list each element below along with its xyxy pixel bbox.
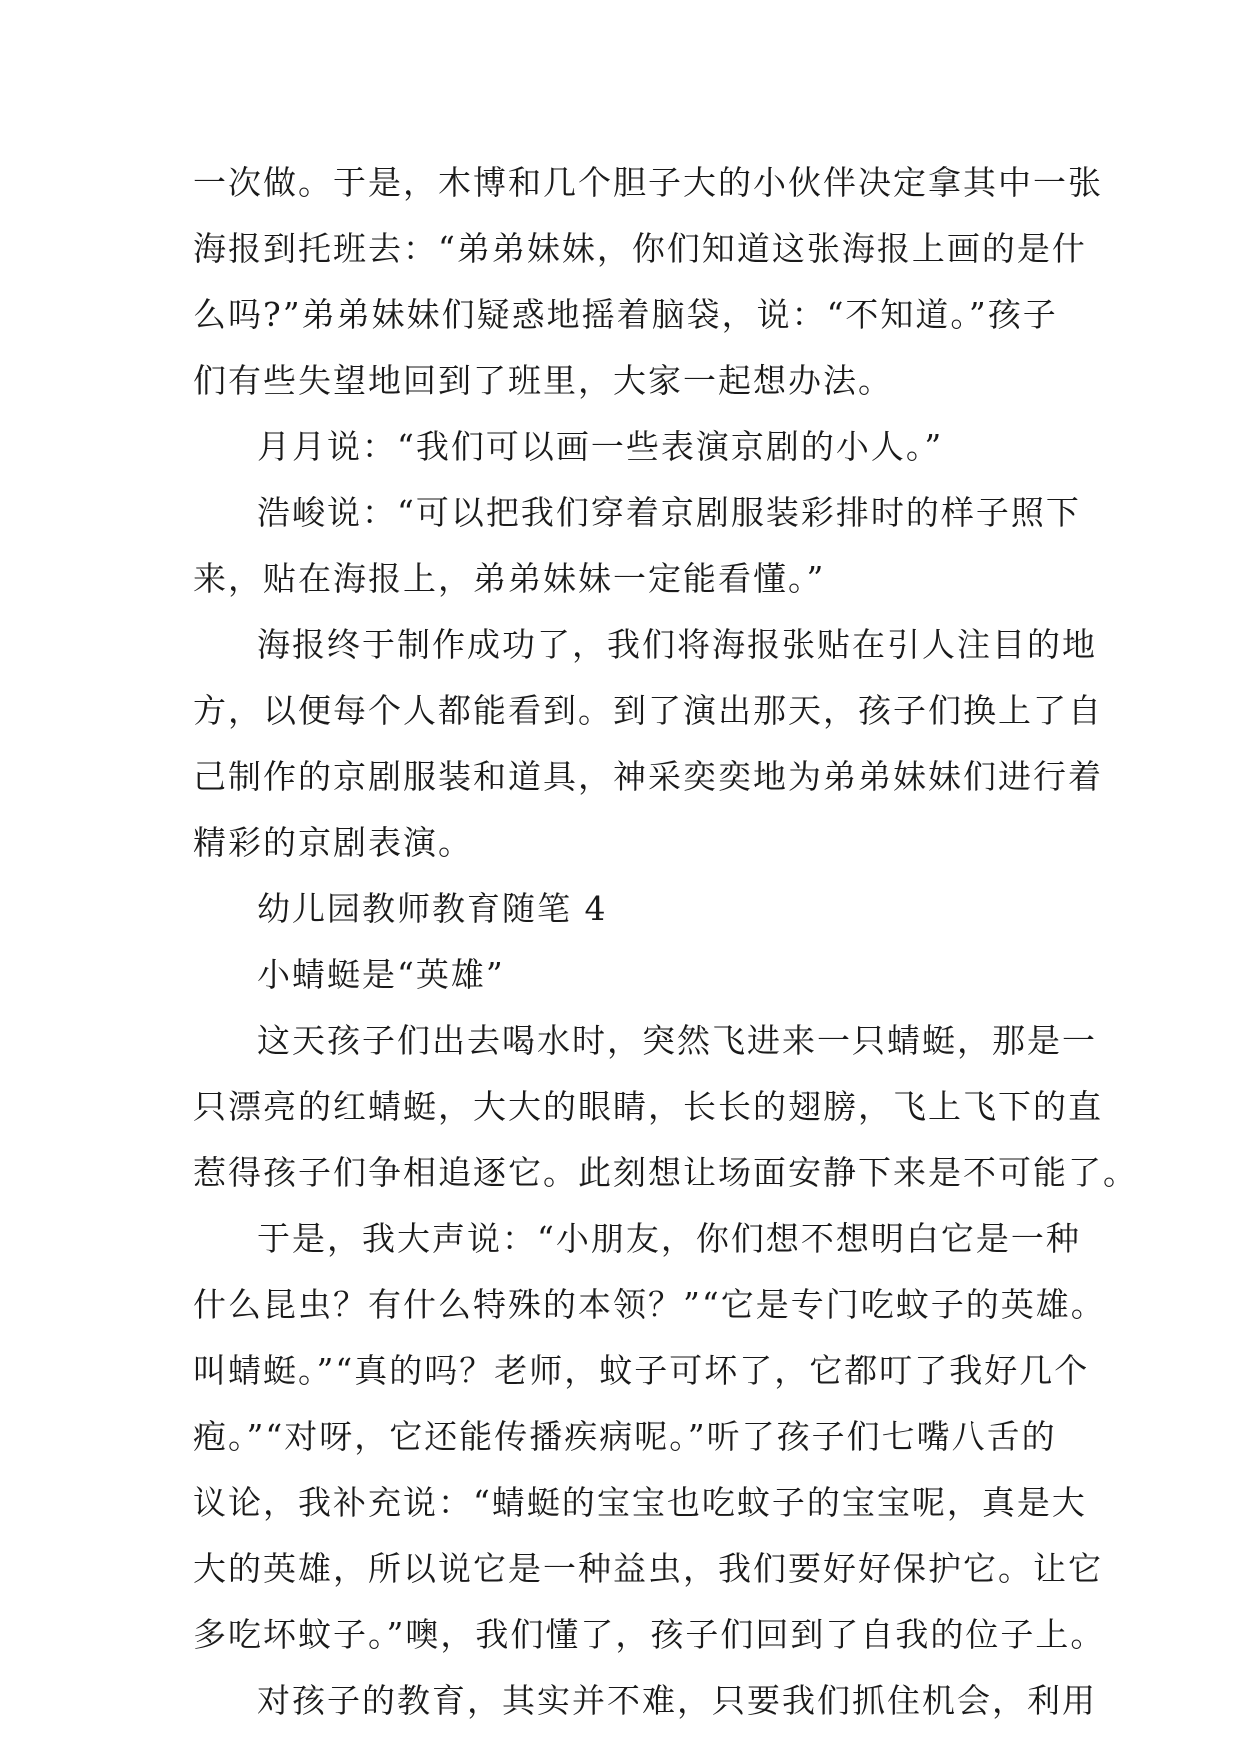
text-line: 海报到托班去：“弟弟妹妹，你们知道这张海报上画的是什	[193, 229, 1087, 268]
text-line: 精彩的京剧表演。	[193, 823, 473, 862]
text-line: 对孩子的教育，其实并不难，只要我们抓住机会，利用	[257, 1681, 1097, 1720]
text-line: 己制作的京剧服装和道具，神采奕奕地为弟弟妹妹们进行着	[193, 757, 1103, 796]
text-line: 疱。”“对呀，它还能传播疾病呢。”听了孩子们七嘴八舌的	[193, 1417, 1057, 1456]
text-line: 方，以便每个人都能看到。到了演出那天，孩子们换上了自	[193, 691, 1103, 730]
text-line: 么吗?”弟弟妹妹们疑惑地摇着脑袋，说：“不知道。”孩子	[193, 295, 1058, 334]
text-line: 这天孩子们出去喝水时，突然飞进来一只蜻蜓，那是一	[257, 1021, 1097, 1060]
text-line: 议论，我补充说：“蜻蜓的宝宝也吃蚊子的宝宝呢，真是大	[193, 1483, 1087, 1522]
text-line: 海报终于制作成功了，我们将海报张贴在引人注目的地	[257, 625, 1097, 664]
text-line: 来，贴在海报上，弟弟妹妹一定能看懂。”	[193, 559, 826, 598]
text-line: 多吃坏蚊子。”噢，我们懂了，孩子们回到了自我的位子上。	[193, 1615, 1106, 1654]
text-line: 小蜻蜓是“英雄”	[257, 955, 505, 994]
text-line: 月月说：“我们可以画一些表演京剧的小人。”	[257, 427, 944, 466]
text-line: 一次做。于是，木博和几个胆子大的小伙伴决定拿其中一张	[193, 163, 1103, 202]
text-line: 惹得孩子们争相追逐它。此刻想让场面安静下来是不可能了。	[193, 1153, 1138, 1192]
text-line: 幼儿园教师教育随笔 4	[257, 889, 608, 928]
text-line: 们有些失望地回到了班里，大家一起想办法。	[193, 361, 893, 400]
document-body	[193, 150, 1138, 1734]
text-line: 只漂亮的红蜻蜓，大大的眼睛，长长的翅膀，飞上飞下的直	[193, 1087, 1103, 1126]
text-line: 浩峻说：“可以把我们穿着京剧服装彩排时的样子照下	[257, 493, 1081, 532]
text-line: 大的英雄，所以说它是一种益虫，我们要好好保护它。让它	[193, 1549, 1103, 1588]
text-line: 于是，我大声说：“小朋友，你们想不想明白它是一种	[257, 1219, 1081, 1258]
text-line: 什么昆虫？有什么特殊的本领？”“它是专门吃蚊子的英雄。	[193, 1285, 1106, 1324]
text-line: 叫蜻蜓。”“真的吗？老师，蚊子可坏了，它都叮了我好几个	[193, 1351, 1090, 1390]
